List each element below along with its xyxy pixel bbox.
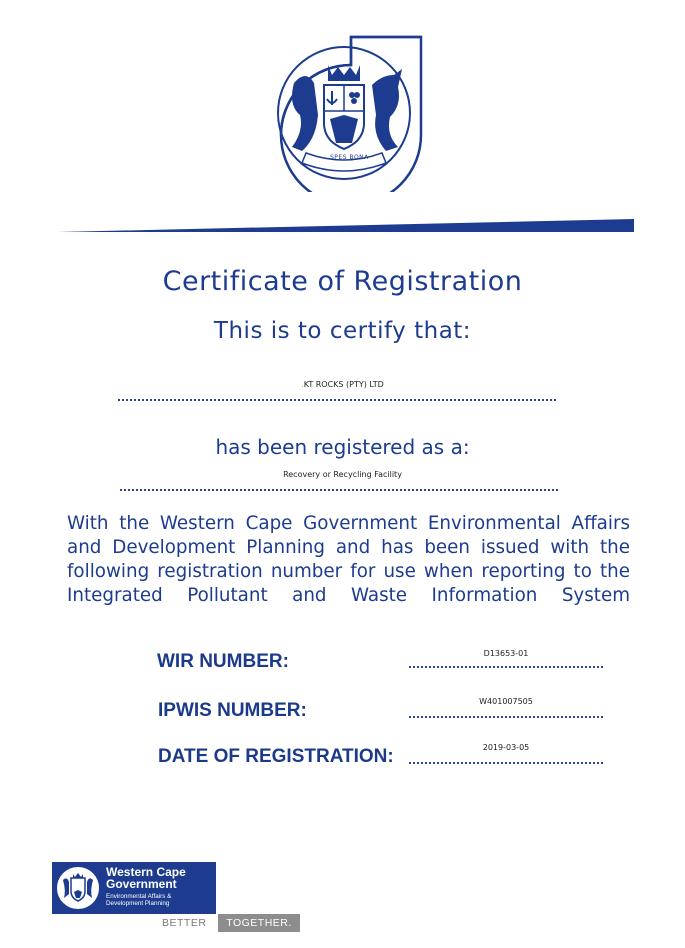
footer-org-line2: Government [106,877,177,891]
registered-as-text: has been registered as a: [215,435,470,459]
footer-dept-line2: Development Planning [106,900,170,907]
footer-department [106,893,171,907]
ipwis-number-label: IPWIS NUMBER: [158,700,307,721]
registration-date-value: 2019-03-05 [482,743,530,752]
wir-number-value: D13653-01 [483,649,529,658]
facility-type: Recovery or Recycling Facility [283,470,402,479]
footer-crest-icon [52,862,104,914]
header-divider-bar [0,216,685,236]
ipwis-dotted-line [409,716,603,718]
registration-date-label: DATE OF REGISTRATION: [158,746,394,767]
company-name-line: .KT ROCKS (PTY) LTD [301,380,384,389]
company-name: KT ROCKS (PTY) LTD [303,380,384,389]
registration-statement: With the Western Cape Government Environmental Affairs and Development Planning and has been issued with the following registration number for use when reporting to the Integrated Pollutant and Waste Information System [67,513,630,606]
slogan-together: TOGETHER. [218,914,300,932]
crest-motto: SPES BONA [330,154,369,161]
certify-text: This is to certify that: [213,318,472,344]
wir-number-label: WIR NUMBER: [157,651,289,672]
footer-dept-line1: Environmental Affairs & [106,893,172,900]
certificate-title: Certificate of Registration [162,266,523,297]
footer-org-name [106,866,186,890]
footer-org-line1: Western Cape [106,865,186,879]
facility-dotted-line [120,489,558,491]
coat-of-arms-icon [266,35,423,192]
company-dotted-line [118,399,556,401]
ipwis-number-value: W401007505 [479,697,533,706]
wir-dotted-line [409,666,603,668]
date-dotted-line [409,762,603,764]
slogan-better: BETTER [162,917,207,929]
